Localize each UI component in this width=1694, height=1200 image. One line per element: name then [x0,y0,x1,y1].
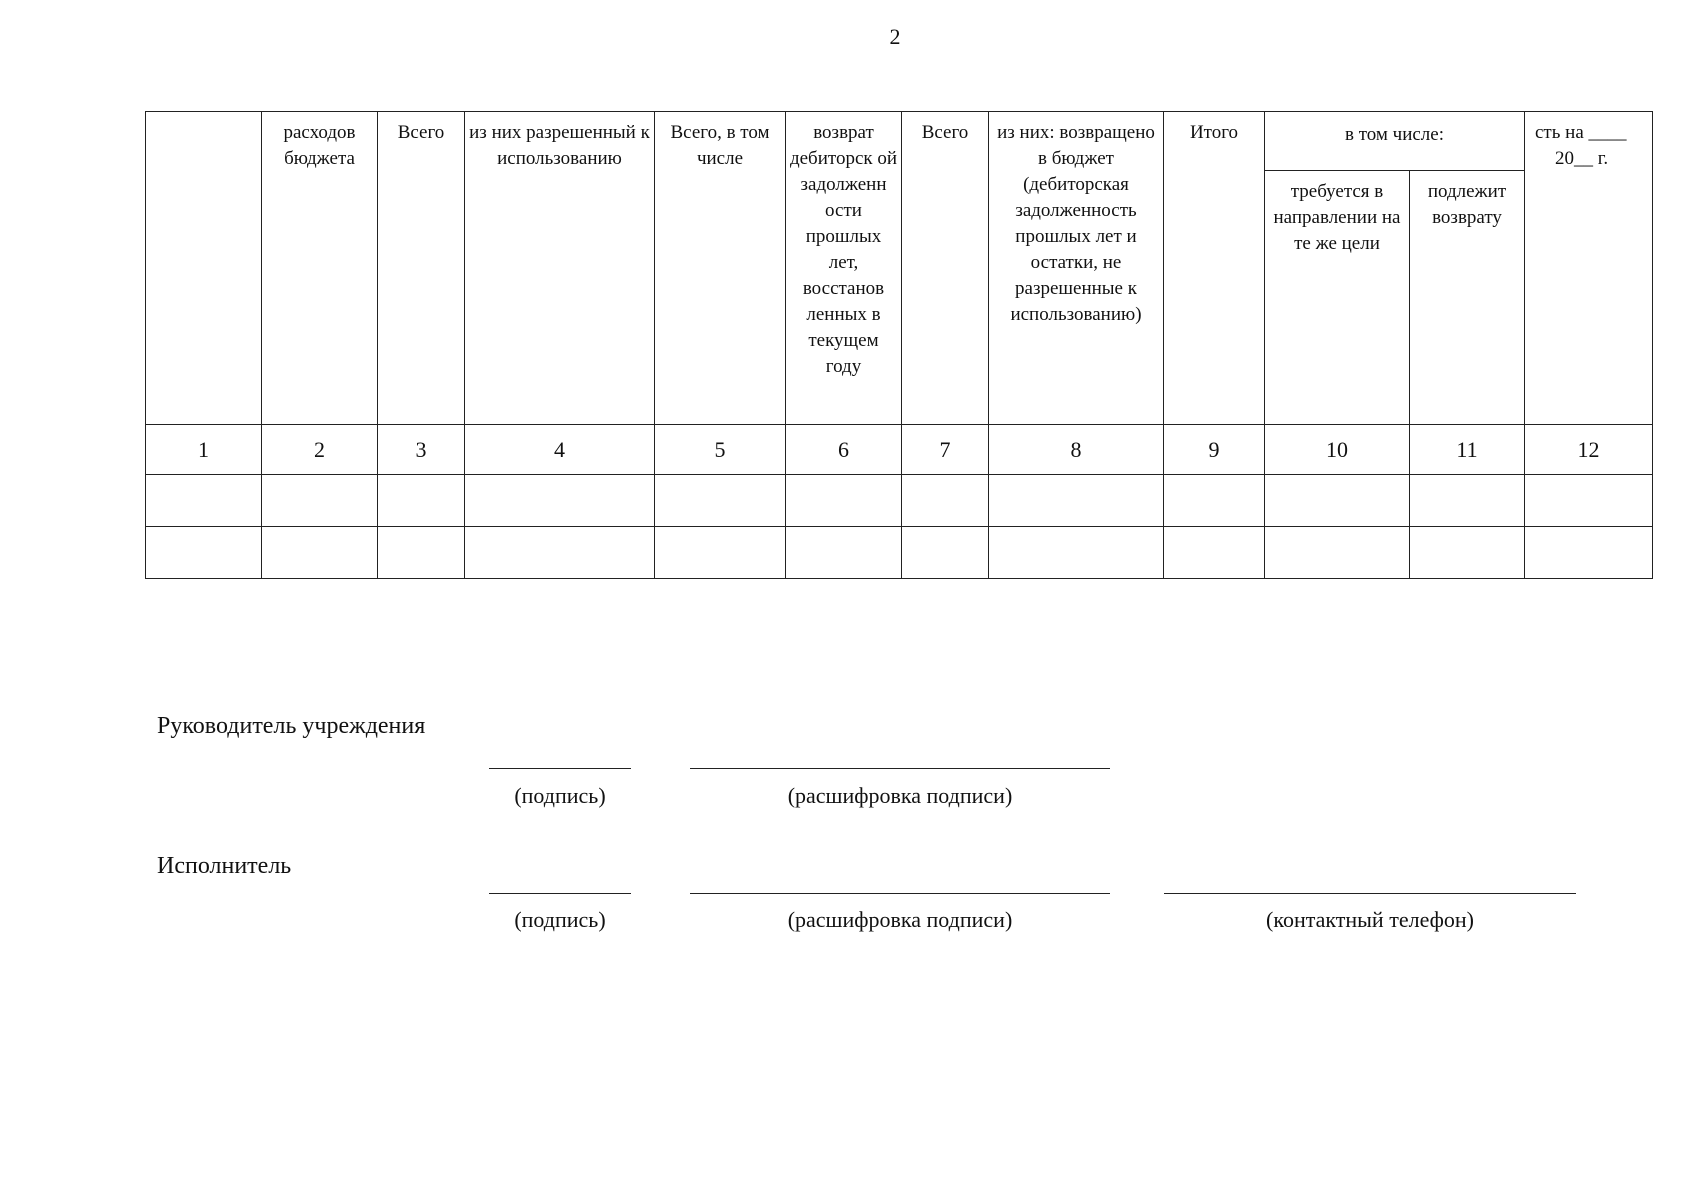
executor-phone-caption: (контактный телефон) [1266,907,1474,932]
header-row [146,112,1653,171]
table-cell[interactable] [1525,527,1653,579]
table-cell[interactable] [989,475,1164,527]
table-cell[interactable] [1410,475,1525,527]
head-decoding-caption: (расшифровка подписи) [787,783,1013,808]
column-number: 5 [655,425,786,475]
table-cell[interactable] [1164,527,1265,579]
column-number: 6 [786,425,902,475]
header-cell-3: Всего [378,112,465,425]
table-cell[interactable] [465,475,655,527]
head-signature-line[interactable] [489,768,631,769]
column-number: 3 [378,425,465,475]
header-cell-10: требуется в направлении на те же цели [1265,171,1410,425]
executor-decoding-caption: (расшифровка подписи) [787,907,1013,932]
executor-decoding-line[interactable] [690,893,1110,894]
header-cell-12 [1525,112,1653,425]
column-number: 7 [902,425,989,475]
executor-signature-caption: (подпись) [514,907,606,932]
table-row [146,475,1653,527]
header-cell-11: подлежит возврату [1410,171,1525,425]
table-cell[interactable] [378,475,465,527]
column-number: 4 [465,425,655,475]
head-decoding-line[interactable] [690,768,1110,769]
header-cell-5: Всего, в том числе [655,112,786,425]
executor-signature-line[interactable] [489,893,631,894]
header-cell-6: возврат дебиторск ой задолженн ости прошлых лет, восстанов ленных в текущем году [786,112,902,425]
header-cell-12-line2: 20__ г. [1555,148,1609,169]
table-cell[interactable] [786,475,902,527]
header-cell-4: из них разрешенный к использованию [465,112,655,425]
table-cell[interactable] [1410,527,1525,579]
header-cell-7: Всего [902,112,989,425]
report-table [145,111,1653,579]
executor-label: Исполнитель [157,853,292,879]
table-cell[interactable] [786,527,902,579]
table-cell[interactable] [655,475,786,527]
table-cell[interactable] [1525,475,1653,527]
table-cell[interactable] [1265,527,1410,579]
header-cell-1 [146,112,262,425]
table-cell[interactable] [902,475,989,527]
table-cell[interactable] [655,527,786,579]
header-cell-9: Итого [1164,112,1265,425]
table-cell[interactable] [1265,475,1410,527]
table-cell[interactable] [378,527,465,579]
header-cell-12-line1: сть на ____ [1535,122,1627,143]
header-group-10-11: в том числе: [1265,112,1525,171]
table-cell[interactable] [902,527,989,579]
column-number: 11 [1410,425,1525,475]
table-cell[interactable] [262,527,378,579]
head-of-institution-label: Руководитель учреждения [157,713,426,739]
table-cell[interactable] [989,527,1164,579]
table-cell[interactable] [146,475,262,527]
table-cell[interactable] [262,475,378,527]
table-cell[interactable] [1164,475,1265,527]
column-number: 8 [989,425,1164,475]
header-cell-8: из них: возвращено в бюджет (дебиторская задолженность прошлых лет и остатки, не разрешенные к использованию) [989,112,1164,425]
executor-phone-line[interactable] [1164,893,1576,894]
column-number-row [146,425,1653,475]
column-number: 2 [262,425,378,475]
page-number: 2 [889,24,901,49]
table-row [146,527,1653,579]
head-signature-caption: (подпись) [514,783,606,808]
header-cell-2: расходов бюджета [262,112,378,425]
column-number: 12 [1525,425,1653,475]
table-cell[interactable] [146,527,262,579]
column-number: 1 [146,425,262,475]
table-cell[interactable] [465,527,655,579]
column-number: 9 [1164,425,1265,475]
column-number: 10 [1265,425,1410,475]
